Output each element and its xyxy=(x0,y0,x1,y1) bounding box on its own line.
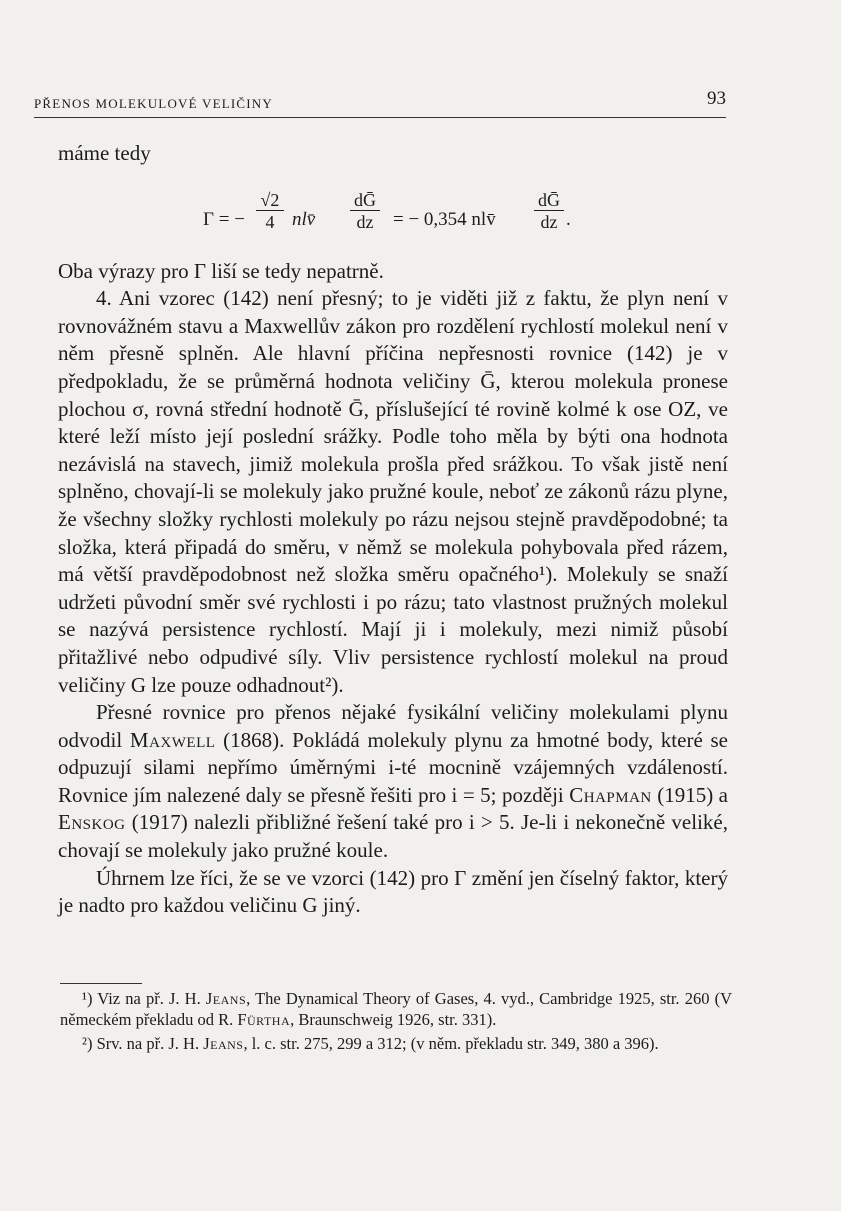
fn1-author-furth: Fürtha xyxy=(237,1010,291,1030)
eq-frac2-den: dz xyxy=(356,211,374,232)
paragraph-conclusion: Oba výrazy pro Γ liší se tedy nepatrně. xyxy=(58,258,384,283)
equation xyxy=(58,172,728,258)
header-rule xyxy=(34,117,726,118)
maxwell-text-a: Přesné rovnice pro přenos nějaké fysikální veličiny molekulami plynu odvodil xyxy=(58,700,728,752)
eq-nlv: nlv̄ xyxy=(292,208,316,230)
fn2-text-a: ²) Srv. na př. J. H. xyxy=(82,1033,204,1053)
footnote-1 xyxy=(60,988,732,1031)
eq-frac-dG-dz xyxy=(350,190,380,233)
footnotes xyxy=(60,988,732,1056)
eq-period: . xyxy=(566,208,571,230)
maxwell-text-c: (1915) a xyxy=(651,782,728,807)
fn1-author-jeans: Jeans xyxy=(205,989,247,1008)
running-head: PŘENOS MOLEKULOVÉ VELIČINY xyxy=(34,96,273,111)
paragraph-maxwell xyxy=(58,699,728,865)
eq-frac-sqrt2-over-4 xyxy=(256,190,284,233)
fn2-text-b: , l. c. str. 275, 299 a 312; (v něm. překladu str. 349, 380 a 396). xyxy=(243,1033,659,1053)
eq-frac3-num: dḠ xyxy=(538,189,560,210)
eq-frac3-den: dz xyxy=(540,211,558,232)
main-text xyxy=(58,140,728,920)
paragraph-section-4: 4. Ani vzorec (142) není přesný; to je viděti již z faktu, že plyn není v rovnovážném stavu a Maxwellův zákon pro rozdělení rychlostí molekul není v něm přesně splněn. Ale hlavní příčina nepřesnosti rovnice (142) je v předpokladu, že se průměrná hodnota veličiny Ḡ, kterou molekula pronese plochou σ, rovná střední hodnotě Ḡ, příslušející té rovině kolmé k ose OZ, ve které leží místo její poslední srážky. Podle toho měla by býti ona hodnota nezávislá na stavech, jimiž molekula prošla před srážkou. To však jistě není splněno, chovají-li se molekuly jako pružné koule, neboť ze zákonů rázu plyne, že všechny složky rychlosti molekuly po rázu nejsou stejně pravděpodobné; ta složka, která připadá do směru, v němž se molekula pohybovala před rázem, má větší pravděpodobnost než složka směru opačného¹). Molekuly se snaží udržeti původní směr své rychlosti i po rázu; tato vlastnost pružných molekul se nazývá persistence rychlostí. Mají ji i molekuly, mezi nimiž působí přitažlivé nebo odpudivé síly. Vliv persistence rychlostí molekul na proud veličiny G lze pouze odhadnout²). xyxy=(58,286,728,697)
intro-line: máme tedy xyxy=(58,141,151,165)
eq-frac2-num: dḠ xyxy=(354,189,376,210)
page-number: 93 xyxy=(707,88,726,109)
footnote-rule xyxy=(60,983,142,984)
author-enskog: Enskog xyxy=(58,810,126,835)
eq-frac1-den: 4 xyxy=(265,211,275,232)
fn1-text-a: ¹) Viz na př. J. H. xyxy=(82,989,206,1008)
footnote-2 xyxy=(60,1033,732,1054)
eq-rhs: = − 0,354 nlv̄ xyxy=(393,208,496,230)
eq-frac-dG-dz-2 xyxy=(534,190,564,233)
fn1-text-c: , Braunschweig 1926, str. 331). xyxy=(290,1010,497,1030)
fn1-text-b: , The Dynamical Theory of Gases, 4. vyd., Cambridge 1925, str. 260 (V německém překladu od R. xyxy=(60,989,732,1030)
author-maxwell: Maxwell xyxy=(129,727,216,752)
paragraph-summary: Úhrnem lze říci, že se ve vzorci (142) pro Γ změní jen číselný faktor, který je nadto pro každou veličinu G jiný. xyxy=(58,865,728,918)
eq-frac1-num: √2 xyxy=(260,189,280,210)
maxwell-text-b: (1868). Pokládá molekuly plynu za hmotné body, které se odpuzují silami nepřímo úměrnými i-té mocnině vzájemných vzdáleností. Rovnice jím nalezené daly se přesně řešiti pro i = 5; později xyxy=(58,727,729,807)
author-chapman: Chapman xyxy=(569,782,652,807)
maxwell-text-d: (1917) nalezli přibližné řešení také pro i > 5. Je-li i nekonečně veliké, chovají se molekuly jako pružné koule. xyxy=(58,810,728,863)
fn2-author-jeans: Jeans xyxy=(203,1033,244,1053)
eq-lhs: Γ = − xyxy=(203,208,245,230)
